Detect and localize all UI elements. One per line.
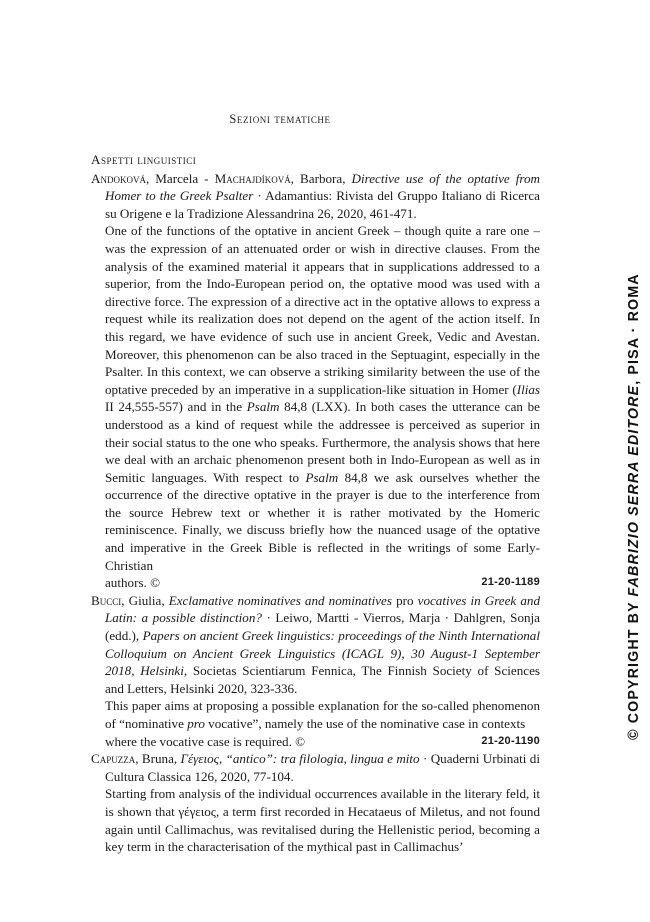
abstract-end: authors. ©: [105, 575, 161, 591]
bibliography-entry: [91, 170, 540, 592]
entry-source: , Societas Scientiarum Fennica, The Finnish Society of Sciences and Letters, Helsinki 2020, 323-336.: [105, 663, 540, 696]
entry-title: vocatives in Greek and Latin: a possible distinction?: [105, 592, 540, 626]
copyright-publisher: FABRIZIO SERRA EDITORE: [626, 384, 642, 597]
abstract-italic: Ilias: [516, 381, 540, 397]
entry-abstract: Starting from analysis of the individual occurrences available in the literary feld, it is shown that γέγειος, a term first recorded in Hecataeus of Miletus, and not found again until Callimachus, was revitalised during the Hellenistic period, becoming a key term in the characterisation of the mythical past in Callimachus’: [105, 786, 540, 855]
entry-reference: [91, 170, 540, 223]
abstract-text: vocative”, namely the use of the nominative case in contexts: [204, 716, 526, 731]
subsection-heading: Aspetti linguistici: [91, 152, 197, 167]
entry-book-title: Papers on ancient Greek linguistics: proceedings of the Ninth International Colloquium on Ancient Greek Linguistics (ICAGL 9), 30 August-1 September 2018, Helsinki: [105, 628, 540, 679]
entry-author-rest: , Barbora,: [290, 170, 352, 186]
entry-title: Directive use of the optative from Homer to the Greek Psalter: [105, 170, 541, 204]
entry-title: Exclamative nominatives and nominatives: [168, 592, 397, 608]
entry-reference: [91, 592, 540, 698]
abstract-italic: pro: [187, 716, 205, 731]
entry-source: · Quaderni Urbinati di Cultura Classica 126, 2020, 77-104.: [105, 751, 540, 784]
entry-author-rest: , Bruna,: [135, 751, 181, 767]
abstract-text: II 24,555-557) and in the: [105, 399, 247, 415]
section-title: Sezioni tematiche: [229, 112, 331, 126]
copyright-text: , PISA · ROMA: [626, 273, 642, 385]
abstract-end: where the vocative case is required. ©: [105, 733, 306, 749]
abstract-italic: Psalm: [246, 399, 280, 415]
entry-title-roman: pro: [396, 592, 414, 608]
entry-reference: [91, 750, 540, 785]
bibliography-entry: [91, 750, 540, 856]
entry-abstract: [91, 222, 540, 591]
entry-author: Andoková: [91, 170, 146, 186]
abstract-text: 84,8 we ask ourselves whether the occurrence of the directive optative in the prayer is due to the interference from the source Hebrew text or whether it is rather motivated by the Homeric reminiscence. Finally, we discuss briefly how the nuanced usage of the optative and imperative in the Greek Bible is reflected in the writings of some Early-Christian: [105, 469, 540, 573]
bibliography-entry: [91, 592, 540, 750]
abstract-text: One of the functions of the optative in ancient Greek – though quite a rare one – was the expression of an attenuated order or wish in directive clauses. From the analysis of the examined material it appears that in supplications addressed to a superior, from the Indo-European period on, the optative mood was used with a directive force. The expression of a directive act in the optative allows to express a request while its realization does not depend on the agent of the action itself. In this regard, we have evidence of such use in ancient Greek, Vedic and Avestan. Moreover, this phenomenon can be also traced in the Septuagint, especially in the Psalter. In this context, we can observe a striking similarity between the use of the optative preceded by an imperative in a supplication-like situation in Homer (: [105, 223, 540, 397]
abstract-italic: Psalm: [305, 469, 339, 485]
entry-author: Machajdíková: [214, 170, 291, 186]
entry-author: Capuzza: [91, 751, 136, 767]
entry-author-rest: , Marcela -: [145, 170, 215, 186]
entry-author-rest: , Giulia,: [121, 592, 169, 608]
copyright-text: © COPYRIGHT BY: [626, 596, 642, 740]
entry-author: Bucci: [91, 592, 122, 608]
entry-code: 21-20-1189: [481, 576, 540, 589]
entry-title: Γέγειος, “antico”: tra filologia, lingua e mito: [180, 751, 420, 767]
abstract-last-line: [105, 733, 540, 751]
entry-abstract: [91, 697, 540, 750]
copyright-vertical-text: [626, 273, 642, 740]
entry-code: 21-20-1190: [481, 734, 540, 747]
abstract-last-line: [105, 574, 540, 592]
abstract-text: 84,8 (LXX). In both cases the utterance can be understood as a kind of request while the addressee is perceived as superior in their social status to the one who speaks. Furthermore, the analysis shows that here we deal with an archaic phenomenon present both in Indo-European as well as in Semitic languages. With respect to: [105, 399, 540, 485]
page-body: [91, 151, 540, 856]
entry-source: · Leiwo, Martti - Vierros, Marja · Dahlgren, Sonja (edd.),: [105, 610, 540, 644]
entry-source: · Adamantius: Rivista del Gruppo Italiano di Ricerca su Origene e la Tradizione Alessandrina 26, 2020, 461-471.: [105, 188, 540, 221]
abstract-text: This paper aims at proposing a possible explanation for the so-called phenomenon of “nominative: [105, 698, 540, 731]
